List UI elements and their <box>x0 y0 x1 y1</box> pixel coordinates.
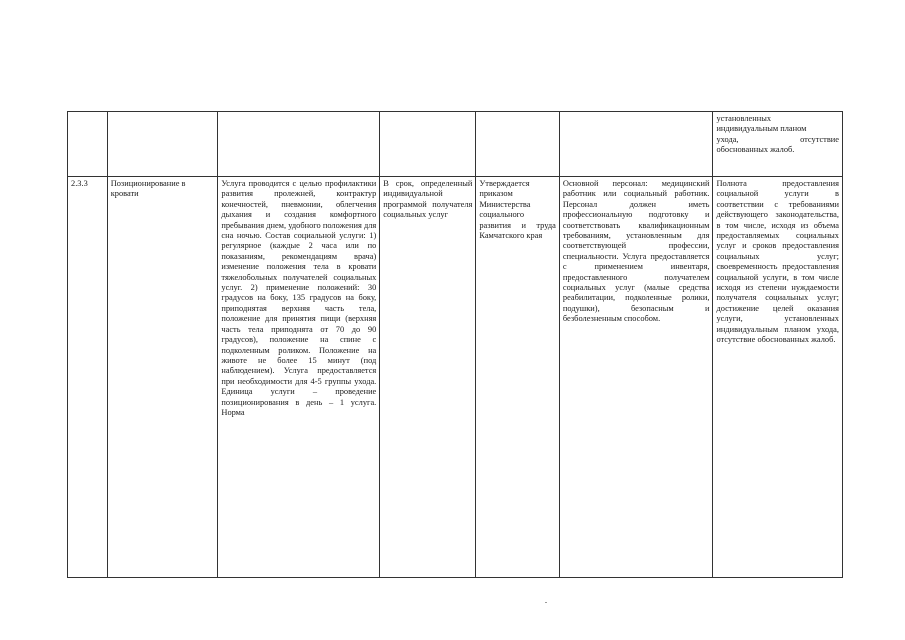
cell-empty <box>218 112 380 177</box>
cell-empty <box>68 112 108 177</box>
scan-speck <box>545 602 547 603</box>
cell-quality-criteria: Полнота предоставления социальной услуги в соответствии с требованиями действующего законодательства, в том числе, исходя из объема предоставляемых социальных услуг и сроков предоставления социальных услуг; своевременность предоставления социальной услуги, в том числе исходя из степени нуждаемости получателя социальных услуг; достижение целей оказания услуги, установленных индивидуальным планом ухода, отсутствие обоснованных жалоб. <box>713 177 843 578</box>
cell-service-name: Позиционирование в кровати <box>107 177 218 578</box>
cell-service-description: Услуга проводится с целью профилактики развития пролежней, контрактур конечностей, пневмонии, облегчения дыхания и создания комфортного пребывания днем, удобного положения для сна ночью. Состав социальной услуги: 1) регулярное (каждые 2 часа или по показаниям, рекомендациям врача) изменение положения тела в кровати тяжелобольных получателей социальных услуг. 2) применение положений: 30 градусов на боку, 135 градусов на боку, приподнятая верхняя часть тела, положение для принятия пищи (верхняя часть тела приподнята от 70 до 90 градусов), положение на спине с подколенным роликом. Положение на животе не более 15 минут (под наблюдением). Услуга предоставляется при необходимости для 4-5 группы ухода. Единица услуги – проведение позиционирования в день – 1 услуга. Норма <box>218 177 380 578</box>
cell-empty <box>380 112 476 177</box>
criteria-line: установленных <box>716 114 772 123</box>
criteria-line: индивидуальным планом <box>716 124 807 134</box>
cell-empty <box>559 112 713 177</box>
cell-service-conditions: Основной персонал: медицинский работник или социальный работник. Персонал должен иметь профессиональную подготовку и соответствовать квалификационным требованиям, установленным для соответствующей профессии, специальности. Услуга предоставляется с применением инвентаря, предоставленного получателем социальных услуг (малые средства реабилитации, подколенные ролики, подушки), безопасным и безболезненным способом. <box>559 177 713 578</box>
cell-criteria-continuation <box>713 112 843 177</box>
cell-empty <box>476 112 560 177</box>
cell-empty <box>107 112 218 177</box>
service-standards-table <box>67 111 843 578</box>
criteria-line: обоснованных жалоб. <box>716 145 795 155</box>
table-row-service <box>68 177 843 578</box>
criteria-line: ухода, отсутствие <box>716 134 839 144</box>
cell-approval: Утверждается приказом Министерства социального развития и труда Камчатского края <box>476 177 560 578</box>
table-row-continuation <box>68 112 843 177</box>
cell-service-term: В срок, определенный индивидуальной программой получателя социальных услуг <box>380 177 476 578</box>
cell-service-number: 2.3.3 <box>68 177 108 578</box>
